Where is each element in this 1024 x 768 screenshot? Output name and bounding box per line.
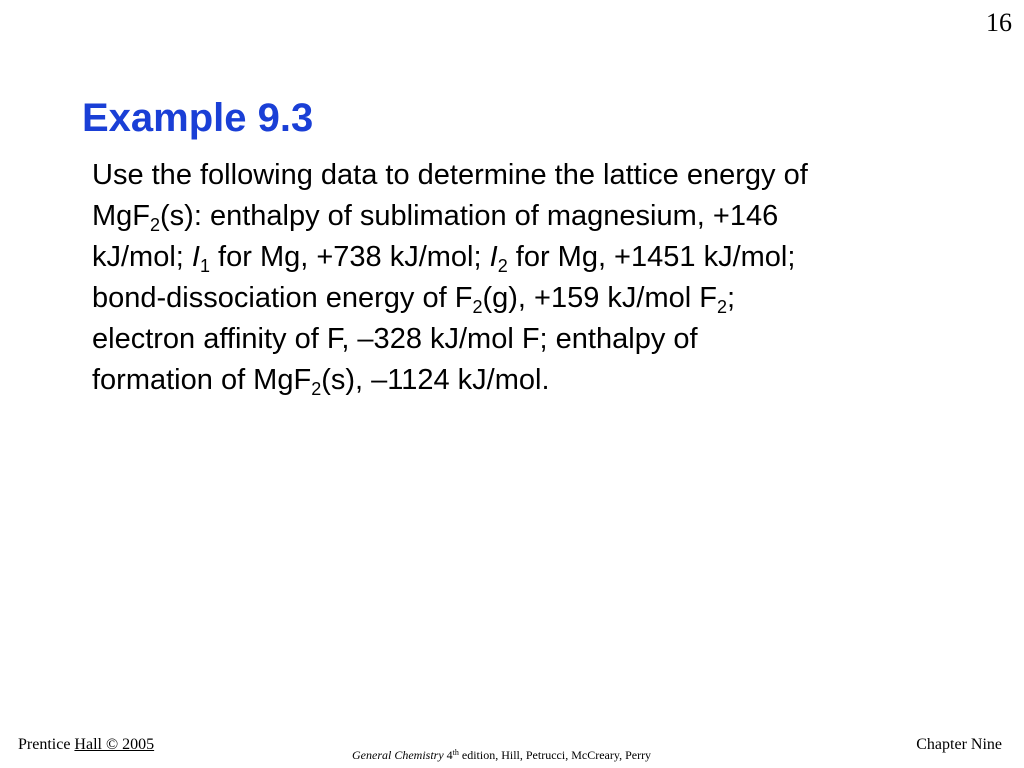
footer-chapter: Chapter Nine [916, 736, 1002, 753]
text-run: kJ/mol; [92, 241, 192, 273]
text-run: for Mg, +738 kJ/mol; [209, 241, 490, 273]
subscript: 2 [311, 379, 322, 399]
problem-line-3 [92, 237, 972, 278]
problem-line-4 [92, 278, 972, 319]
publisher-copyright: Hall © 2005 [74, 736, 155, 753]
text-run: (s), –1124 kJ/mol. [321, 364, 550, 396]
subscript: 2 [497, 256, 508, 276]
text-run: (s): enthalpy of sublimation of magnesium, +146 [160, 200, 779, 232]
text-run: (g), +159 kJ/mol F [482, 282, 717, 314]
text-run: MgF [92, 200, 150, 232]
problem-line-6 [92, 360, 972, 401]
problem-statement [92, 155, 972, 401]
footer-publisher [18, 736, 154, 754]
ionization-symbol: I [489, 241, 498, 273]
slide-number: 16 [986, 8, 1012, 37]
text-run: Use the following data to determine the lattice energy of [92, 159, 808, 191]
text-run: bond-dissociation energy of F [92, 282, 473, 314]
text-run: ; [726, 282, 736, 314]
slide-title: Example 9.3 [82, 96, 314, 140]
text-run: for Mg, +1451 kJ/mol; [507, 241, 796, 273]
superscript: th [452, 748, 459, 757]
text-run: formation of MgF [92, 364, 312, 396]
book-title: General Chemistry [352, 748, 444, 762]
publisher-name: Prentice [18, 736, 75, 753]
subscript: 1 [199, 256, 210, 276]
problem-line-5 [92, 319, 972, 360]
text-run: electron affinity of F, –328 kJ/mol F; enthalpy of [92, 323, 698, 355]
text-run: 4 [443, 748, 453, 762]
subscript: 2 [472, 297, 483, 317]
text-run: edition, Hill, Petrucci, McCreary, Perry [458, 748, 652, 762]
problem-line-2 [92, 196, 972, 237]
problem-line-1 [92, 155, 972, 196]
subscript: 2 [716, 297, 727, 317]
ionization-symbol: I [191, 241, 200, 273]
subscript: 2 [150, 215, 161, 235]
footer-book-citation [352, 748, 651, 763]
